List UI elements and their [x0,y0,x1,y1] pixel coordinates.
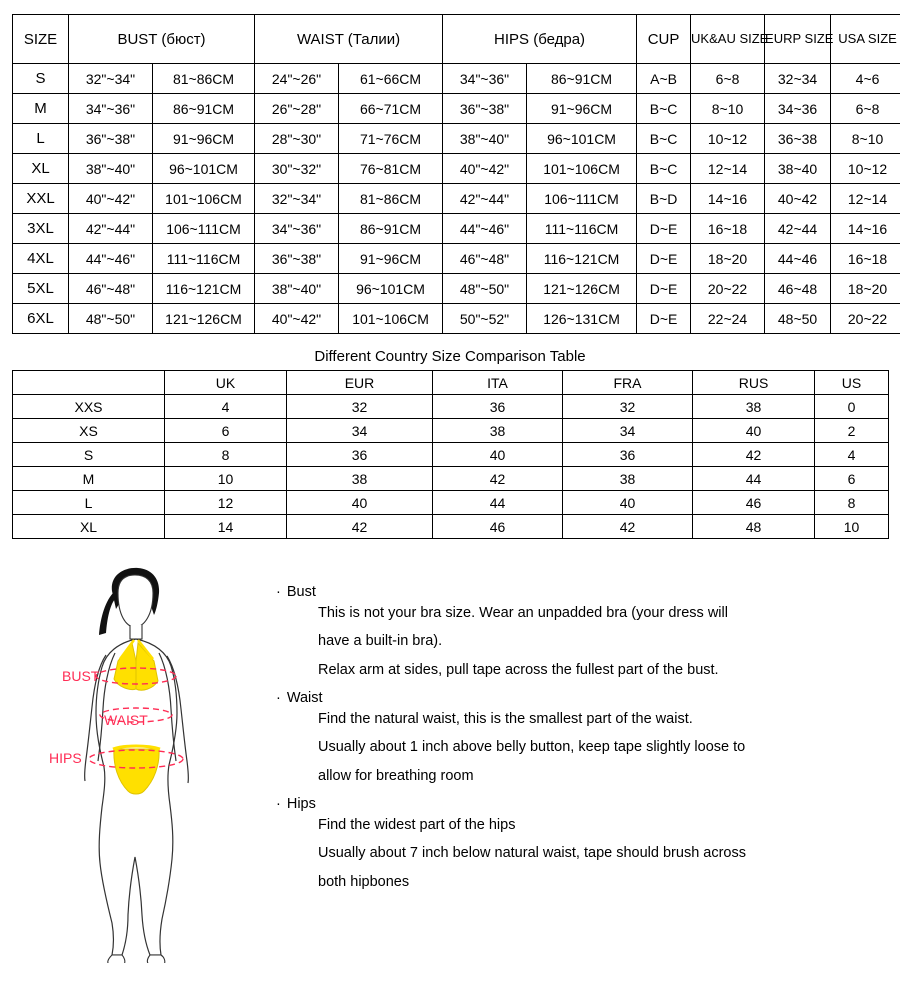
cell-hips-cm: 111~116CM [527,214,637,244]
cell-size: 3XL [13,214,69,244]
cell-waist-cm: 61~66CM [339,64,443,94]
cell-uk-au: 12~14 [691,154,765,184]
right-foot [147,955,164,963]
note-heading-hips [272,797,886,812]
cell-bust-cm: 116~121CM [153,274,255,304]
header-fra: FRA [563,371,693,395]
header-blank [13,371,165,395]
cell-eur: 40 [287,491,433,515]
note-heading-text: Hips [287,796,316,812]
header-cup: CUP [637,15,691,64]
cell-eur: 42~44 [765,214,831,244]
table-row [13,184,900,214]
cell-bust-in: 40"~42" [69,184,153,214]
table-row [13,64,900,94]
cell-bust-cm: 96~101CM [153,154,255,184]
cell-cup: B~D [637,184,691,214]
cell-cup: B~C [637,154,691,184]
cell-bust-in: 48"~50" [69,304,153,334]
cell-eur: 38~40 [765,154,831,184]
cell-usa: 20~22 [831,304,900,334]
cell-us: 8 [815,491,889,515]
cell-waist-cm: 96~101CM [339,274,443,304]
table-row [13,515,889,539]
cell-eur: 34~36 [765,94,831,124]
note-heading-text: Bust [287,584,316,600]
cell-fra: 32 [563,395,693,419]
cell-usa: 10~12 [831,154,900,184]
cell-us: 10 [815,515,889,539]
header-hips: HIPS (бедра) [443,15,637,64]
table-row [13,419,889,443]
face-shape [118,575,153,627]
cell-bust-in: 42"~44" [69,214,153,244]
cell-size: M [13,94,69,124]
cell-hips-cm: 121~126CM [527,274,637,304]
cell-ita: 44 [433,491,563,515]
country-table-section [12,370,888,539]
cell-hips-cm: 101~106CM [527,154,637,184]
bust-label: BUST [62,668,100,684]
cell-size: XXL [13,184,69,214]
cell-bust-cm: 91~96CM [153,124,255,154]
hair-strand-icon [99,593,115,635]
cell-size: 5XL [13,274,69,304]
cell-cup: B~C [637,124,691,154]
cell-usa: 6~8 [831,94,900,124]
cell-eur: 40~42 [765,184,831,214]
note-line: Find the natural waist, this is the smallest part of the waist. [272,712,886,727]
cell-eur: 36~38 [765,124,831,154]
table-row [13,154,900,184]
cell-waist-in: 30"~32" [255,154,339,184]
cell-waist-cm: 101~106CM [339,304,443,334]
cell-ita: 40 [433,443,563,467]
cell-hips-cm: 86~91CM [527,64,637,94]
cell-usa: 18~20 [831,274,900,304]
cell-uk-au: 10~12 [691,124,765,154]
cell-eur: 32~34 [765,64,831,94]
header-bust: BUST (бюст) [69,15,255,64]
cell-size: L [13,491,165,515]
cell-waist-in: 28"~30" [255,124,339,154]
cell-hips-cm: 106~111CM [527,184,637,214]
cell-fra: 42 [563,515,693,539]
cell-bust-cm: 101~106CM [153,184,255,214]
cell-ita: 42 [433,467,563,491]
neck-shape [130,625,142,639]
cell-rus: 40 [693,419,815,443]
cell-waist-cm: 86~91CM [339,214,443,244]
cell-hips-in: 48"~50" [443,274,527,304]
cell-eur: 36 [287,443,433,467]
left-foot [108,955,125,963]
cell-uk: 8 [165,443,287,467]
country-table-title: Different Country Size Comparison Table [0,348,900,365]
cell-waist-in: 26"~28" [255,94,339,124]
table-row [13,94,900,124]
cell-rus: 48 [693,515,815,539]
bullet-icon: · [276,796,281,812]
cell-cup: D~E [637,274,691,304]
cell-waist-cm: 76~81CM [339,154,443,184]
note-line: have a built-in bra). [272,634,886,649]
note-line: both hipbones [272,875,886,890]
cell-hips-in: 40"~42" [443,154,527,184]
cell-uk-au: 8~10 [691,94,765,124]
cell-usa: 14~16 [831,214,900,244]
cell-hips-in: 36"~38" [443,94,527,124]
cell-hips-in: 38"~40" [443,124,527,154]
cell-size: S [13,64,69,94]
cell-hips-cm: 116~121CM [527,244,637,274]
note-heading-text: Waist [287,690,323,706]
measuring-guide-section [0,563,900,963]
cell-us: 2 [815,419,889,443]
cell-hips-in: 44"~46" [443,214,527,244]
note-line: Usually about 7 inch below natural waist, tape should brush across [272,846,886,861]
cell-waist-in: 34"~36" [255,214,339,244]
cell-fra: 40 [563,491,693,515]
cell-uk-au: 22~24 [691,304,765,334]
cell-size: XXS [13,395,165,419]
cell-eur: 46~48 [765,274,831,304]
cell-waist-cm: 66~71CM [339,94,443,124]
cell-size: S [13,443,165,467]
header-uk: UK [165,371,287,395]
table-row [13,244,900,274]
cell-size: XL [13,154,69,184]
table-row [13,124,900,154]
table-row [13,491,889,515]
cell-size: 4XL [13,244,69,274]
cell-size: L [13,124,69,154]
measurement-figure [14,563,272,963]
cell-cup: A~B [637,64,691,94]
cell-hips-in: 50"~52" [443,304,527,334]
size-chart-table [12,14,900,334]
cell-uk-au: 6~8 [691,64,765,94]
cell-usa: 4~6 [831,64,900,94]
cell-rus: 42 [693,443,815,467]
table-header-row [13,371,889,395]
cell-cup: D~E [637,214,691,244]
table-row [13,304,900,334]
cell-uk-au: 18~20 [691,244,765,274]
cell-hips-in: 42"~44" [443,184,527,214]
cell-uk-au: 14~16 [691,184,765,214]
cell-hips-cm: 91~96CM [527,94,637,124]
cell-hips-in: 46"~48" [443,244,527,274]
header-ita: ITA [433,371,563,395]
cell-waist-in: 40"~42" [255,304,339,334]
cell-eur: 42 [287,515,433,539]
cell-bust-in: 38"~40" [69,154,153,184]
cell-us: 0 [815,395,889,419]
note-line: allow for breathing room [272,769,886,784]
cell-uk: 6 [165,419,287,443]
cell-us: 4 [815,443,889,467]
table-row [13,443,889,467]
cell-waist-in: 24"~26" [255,64,339,94]
cell-rus: 46 [693,491,815,515]
note-line: Usually about 1 inch above belly button, keep tape slightly loose to [272,740,886,755]
cell-size: M [13,467,165,491]
header-rus: RUS [693,371,815,395]
cell-hips-cm: 96~101CM [527,124,637,154]
cell-bust-in: 32"~34" [69,64,153,94]
table-row [13,274,900,304]
cell-usa: 8~10 [831,124,900,154]
cell-waist-in: 36"~38" [255,244,339,274]
bullet-icon: · [276,690,281,706]
cell-bust-cm: 111~116CM [153,244,255,274]
cell-bust-in: 44"~46" [69,244,153,274]
cell-waist-cm: 91~96CM [339,244,443,274]
cell-waist-cm: 71~76CM [339,124,443,154]
cell-cup: D~E [637,304,691,334]
table-row [13,467,889,491]
header-usa-size: USA SIZE [831,15,900,64]
cell-waist-in: 32"~34" [255,184,339,214]
cell-hips-in: 34"~36" [443,64,527,94]
note-heading-waist [272,691,886,706]
cell-rus: 44 [693,467,815,491]
cell-bust-in: 46"~48" [69,274,153,304]
cell-ita: 38 [433,419,563,443]
note-line: Relax arm at sides, pull tape across the fullest part of the bust. [272,663,886,678]
measuring-instructions [272,563,886,963]
cell-eur: 48~50 [765,304,831,334]
table-row [13,395,889,419]
cell-rus: 38 [693,395,815,419]
table-header-row [13,15,900,64]
cell-size: 6XL [13,304,69,334]
note-heading-bust [272,585,886,600]
cell-fra: 36 [563,443,693,467]
bullet-icon: · [276,584,281,600]
header-uk-au-size: UK&AU SIZE [691,15,765,64]
cell-eur: 34 [287,419,433,443]
cell-ita: 36 [433,395,563,419]
waist-label: WAIST [104,712,148,728]
cell-size: XL [13,515,165,539]
cell-cup: D~E [637,244,691,274]
header-waist: WAIST (Талии) [255,15,443,64]
cell-eur: 38 [287,467,433,491]
cell-us: 6 [815,467,889,491]
cell-uk: 10 [165,467,287,491]
cell-ita: 46 [433,515,563,539]
cell-uk-au: 16~18 [691,214,765,244]
cell-fra: 34 [563,419,693,443]
cell-cup: B~C [637,94,691,124]
cell-uk: 14 [165,515,287,539]
cell-bust-cm: 81~86CM [153,64,255,94]
cell-bust-cm: 86~91CM [153,94,255,124]
note-line: Find the widest part of the hips [272,818,886,833]
note-line: This is not your bra size. Wear an unpadded bra (your dress will [272,606,886,621]
header-eurp-size: EURP SIZE [765,15,831,64]
cell-uk: 4 [165,395,287,419]
cell-usa: 12~14 [831,184,900,214]
cell-waist-in: 38"~40" [255,274,339,304]
table-row [13,214,900,244]
header-us: US [815,371,889,395]
hips-label: HIPS [49,750,82,766]
cell-eur: 44~46 [765,244,831,274]
cell-bust-cm: 106~111CM [153,214,255,244]
cell-bust-in: 36"~38" [69,124,153,154]
country-comparison-table [12,370,889,539]
cell-uk: 12 [165,491,287,515]
size-chart-section [12,14,888,334]
cell-hips-cm: 126~131CM [527,304,637,334]
header-size: SIZE [13,15,69,64]
cell-bust-cm: 121~126CM [153,304,255,334]
cell-usa: 16~18 [831,244,900,274]
cell-uk-au: 20~22 [691,274,765,304]
cell-fra: 38 [563,467,693,491]
cell-waist-cm: 81~86CM [339,184,443,214]
cell-size: XS [13,419,165,443]
female-body-diagram [14,563,272,963]
cell-eur: 32 [287,395,433,419]
cell-bust-in: 34"~36" [69,94,153,124]
header-eur: EUR [287,371,433,395]
